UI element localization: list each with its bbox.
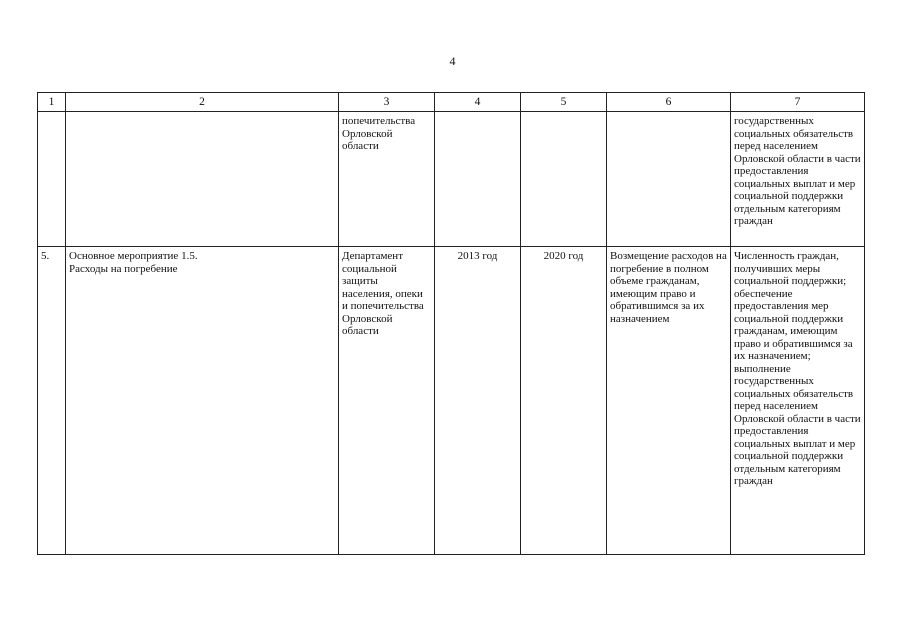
- event-cell: [66, 247, 339, 555]
- table-row-continuation: [38, 112, 865, 247]
- header-cell-5: 5: [521, 93, 607, 112]
- cont-number-cell: [38, 112, 66, 247]
- event-name: Расходы на погребение: [69, 262, 178, 275]
- executor-cell: Департамент социальной защиты населения, опеки и попечительства Орловской области: [339, 247, 435, 555]
- row-number-cell: 5.: [38, 247, 66, 555]
- start-year-cell: 2013 год: [435, 247, 521, 555]
- event-title: Основное мероприятие 1.5.: [69, 250, 198, 262]
- header-cell-3: 3: [339, 93, 435, 112]
- measures-table: [37, 92, 865, 555]
- cont-result-cell: [607, 112, 731, 247]
- table-header-row: [38, 93, 865, 112]
- indicators-cell: Численность граждан, получивших меры социальной поддержки; обеспечение предоставления мер социальной поддержки гражданам, имеющим право и обратившимся за их назначением; выполнение государственных социальных обязательств перед населением Орловской области в части предоставления социальных выплат и мер социальной поддержки отдельным категориям граждан: [731, 247, 865, 555]
- cont-end-cell: [521, 112, 607, 247]
- result-cell: Возмещение расходов на погребение в полном объеме гражданам, имеющим право и обратившимся за их назначением: [607, 247, 731, 555]
- header-cell-6: 6: [607, 93, 731, 112]
- cont-start-cell: [435, 112, 521, 247]
- table-row-5: [38, 247, 865, 555]
- cont-event-cell: [66, 112, 339, 247]
- header-cell-7: 7: [731, 93, 865, 112]
- cont-indicators-cell: государственных социальных обязательств перед населением Орловской области в части предоставления социальных выплат и мер социальной поддержки отдельным категориям граждан: [731, 112, 865, 247]
- header-cell-2: 2: [66, 93, 339, 112]
- cont-executor-cell: попечительства Орловской области: [339, 112, 435, 247]
- header-cell-1: 1: [38, 93, 66, 112]
- page-number: 4: [449, 54, 456, 68]
- end-year-cell: 2020 год: [521, 247, 607, 555]
- header-cell-4: 4: [435, 93, 521, 112]
